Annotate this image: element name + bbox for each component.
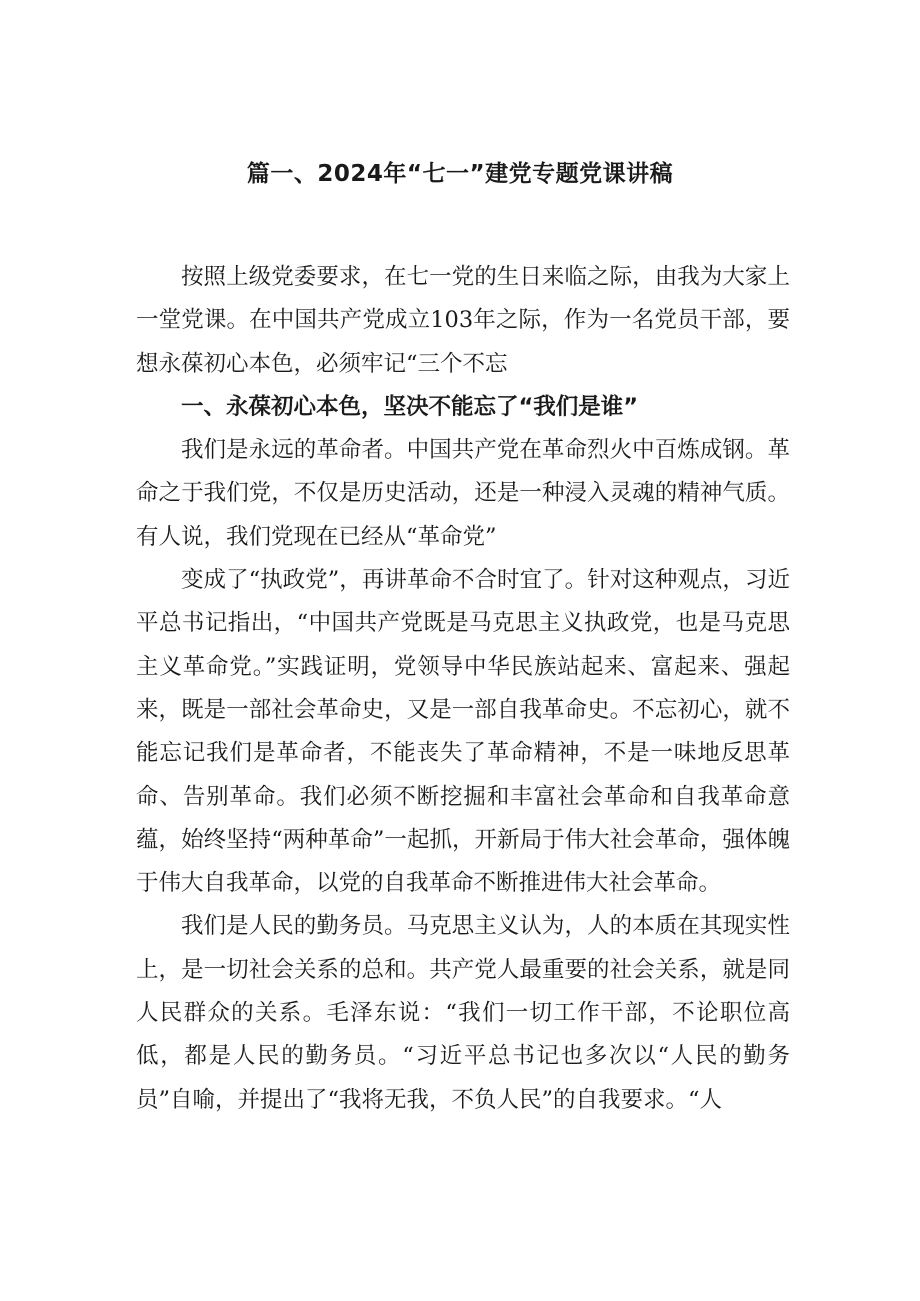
document-body (136, 256, 790, 1122)
paragraph-revolutionary: 我们是永远的革命者。中国共产党在革命烈火中百炼成钢。革命之于我们党，不仅是历史活动，还是一种浸入灵魂的精神气质。有人说，我们党现在已经从“革命党” (136, 437, 790, 550)
paragraph-servant: 我们是人民的勤务员。马克思主义认为，人的本质在其现实性上，是一切社会关系的总和。共产党人最重要的社会关系，就是同人民群众的关系。毛泽东说：“我们一切工作干部，不论职位高低，都是人民的勤务员。“习近平总书记也多次以“人民的勤务员”自喻，并提出了“我将无我，不负人民”的自我要求。“人 (136, 913, 790, 1113)
section-heading: 一、永葆初心本色，坚决不能忘了“我们是谁” (181, 393, 639, 420)
paragraph-intro: 按照上级党委要求，在七一党的生日来临之际，由我为大家上一堂党课。在中国共产党成立103年之际，作为一名党员干部，要想永葆初心本色，必须牢记“三个不忘 (136, 264, 790, 377)
paragraph-ruling-party: 变成了“执政党”，再讲革命不合时宜了。针对这种观点，习近平总书记指出，“中国共产党既是马克思主义执政党，也是马克思主义革命党。”实践证明，党领导中华民族站起来、富起来、强起来，既是一部社会革命史，又是一部自我革命史。不忘初心，就不能忘记我们是革命者，不能丧失了革命精神，不是一味地反思革命、告别革命。我们必须不断挖掘和丰富社会革命和自我革命意蕴，始终坚持“两种革命”一起抓，开新局于伟大社会革命，强体魄于伟大自我革命，以党的自我革命不断推进伟大社会革命。 (136, 567, 790, 897)
document-title: 篇一、2024年“七一”建党专题党课讲稿 (246, 161, 674, 187)
